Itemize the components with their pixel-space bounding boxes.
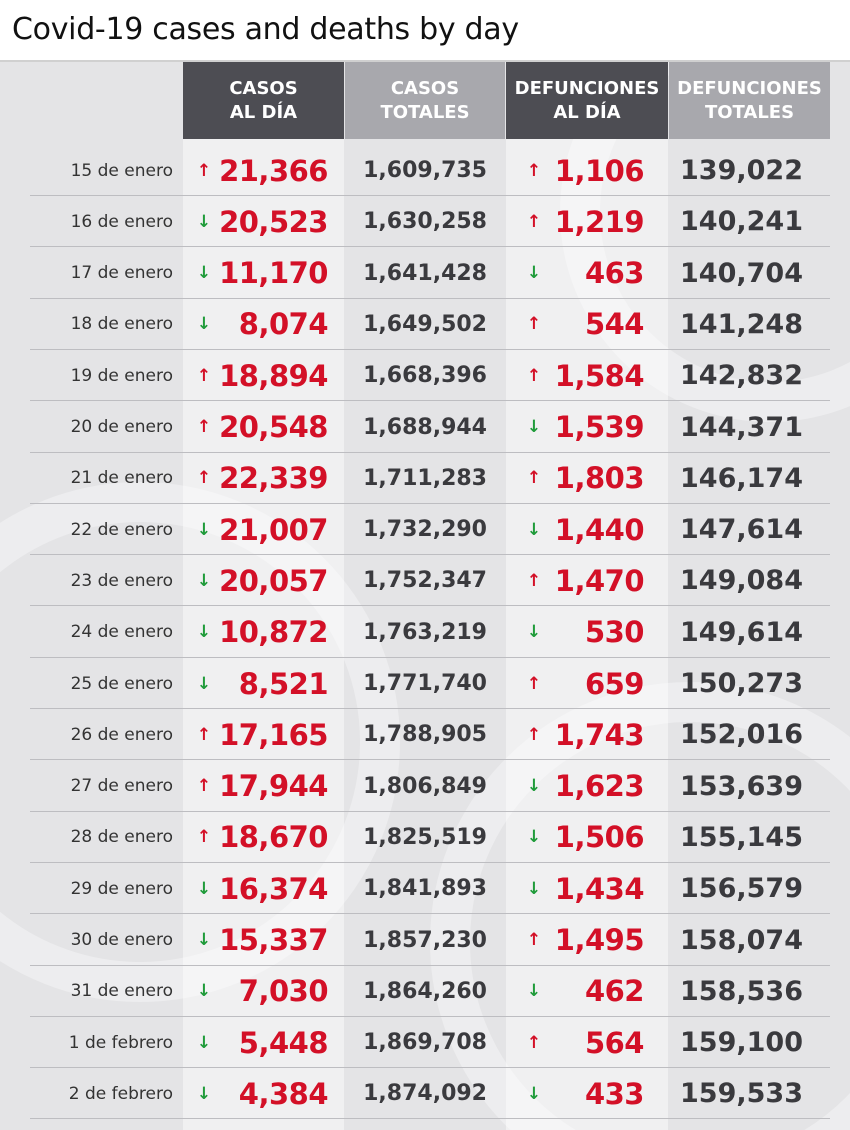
arrow-up-icon: ↑ bbox=[526, 365, 542, 386]
casos-totales-value: 1,874,092 bbox=[363, 1081, 487, 1107]
arrow-up-icon: ↑ bbox=[196, 365, 212, 386]
row-date: 1 de febrero bbox=[68, 1032, 173, 1053]
arrow-down-icon: ↓ bbox=[196, 314, 212, 335]
casos-totales-value: 1,752,347 bbox=[363, 568, 487, 594]
arrow-up-icon: ↑ bbox=[196, 827, 212, 848]
casos-al-dia-value: 7,030 bbox=[238, 974, 328, 1009]
casos-totales-value: 1,763,219 bbox=[363, 619, 487, 645]
defunciones-totales-value: 141,248 bbox=[680, 308, 803, 340]
header-casos-totales: CASOS TOTALES bbox=[345, 62, 505, 139]
casos-al-dia-value: 20,523 bbox=[219, 204, 328, 239]
defunciones-al-dia-value: 1,440 bbox=[554, 512, 644, 547]
row-date: 18 de enero bbox=[70, 314, 173, 335]
arrow-up-icon: ↑ bbox=[196, 724, 212, 745]
defunciones-totales-value: 149,614 bbox=[680, 616, 803, 648]
defunciones-al-dia-value: 1,743 bbox=[554, 717, 644, 752]
table-row bbox=[0, 1017, 830, 1068]
casos-totales-value: 1,649,502 bbox=[363, 311, 487, 337]
casos-totales-value: 1,609,735 bbox=[363, 158, 487, 183]
table-row bbox=[0, 504, 830, 555]
row-date: 2 de febrero bbox=[68, 1083, 173, 1104]
casos-al-dia-value: 18,894 bbox=[219, 358, 328, 393]
header-defunciones-totales: DEFUNCIONES TOTALES bbox=[669, 62, 830, 139]
defunciones-al-dia-value: 1,219 bbox=[554, 204, 644, 239]
table-row bbox=[0, 812, 830, 863]
row-date: 15 de enero bbox=[70, 160, 173, 181]
table-row bbox=[0, 658, 830, 709]
defunciones-totales-value: 147,614 bbox=[680, 514, 803, 546]
casos-totales-value: 1,630,258 bbox=[363, 209, 487, 235]
arrow-down-icon: ↓ bbox=[196, 519, 212, 540]
defunciones-totales-value: 159,100 bbox=[680, 1027, 803, 1059]
casos-totales-value: 1,711,283 bbox=[363, 465, 487, 491]
row-date: 23 de enero bbox=[70, 570, 173, 591]
table-row bbox=[0, 145, 830, 196]
casos-totales-value: 1,732,290 bbox=[363, 517, 487, 543]
arrow-down-icon: ↓ bbox=[526, 1083, 542, 1104]
defunciones-totales-value: 155,145 bbox=[680, 821, 803, 853]
defunciones-totales-value: 140,241 bbox=[680, 206, 803, 238]
table-row bbox=[0, 761, 830, 812]
defunciones-totales-value: 146,174 bbox=[680, 462, 803, 494]
table-row bbox=[0, 709, 830, 760]
row-date: 28 de enero bbox=[70, 827, 173, 848]
row-date: 21 de enero bbox=[70, 468, 173, 489]
defunciones-al-dia-value: 1,584 bbox=[554, 358, 644, 393]
casos-totales-value: 1,806,849 bbox=[363, 773, 487, 799]
table-row bbox=[0, 555, 830, 606]
casos-al-dia-value: 20,057 bbox=[219, 563, 328, 598]
table-row bbox=[0, 966, 830, 1017]
table-row bbox=[0, 1068, 830, 1119]
defunciones-al-dia-value: 530 bbox=[584, 615, 644, 650]
arrow-down-icon: ↓ bbox=[526, 878, 542, 899]
defunciones-totales-value: 142,832 bbox=[680, 360, 803, 392]
casos-al-dia-value: 21,007 bbox=[219, 512, 328, 547]
arrow-up-icon: ↑ bbox=[196, 468, 212, 489]
casos-al-dia-value: 21,366 bbox=[219, 153, 328, 188]
arrow-down-icon: ↓ bbox=[526, 519, 542, 540]
row-date: 20 de enero bbox=[70, 417, 173, 437]
casos-totales-value: 1,771,740 bbox=[363, 671, 487, 696]
arrow-down-icon: ↓ bbox=[526, 827, 542, 848]
arrow-up-icon: ↑ bbox=[526, 1032, 542, 1053]
defunciones-al-dia-value: 1,623 bbox=[554, 769, 644, 804]
defunciones-totales-value: 152,016 bbox=[680, 719, 803, 751]
defunciones-al-dia-value: 462 bbox=[584, 974, 644, 1009]
casos-al-dia-value: 16,374 bbox=[219, 871, 328, 906]
defunciones-al-dia-value: 1,434 bbox=[554, 871, 644, 906]
table-row bbox=[0, 863, 830, 914]
arrow-down-icon: ↓ bbox=[196, 263, 212, 284]
casos-totales-value: 1,857,230 bbox=[363, 927, 487, 953]
row-date: 31 de enero bbox=[70, 981, 173, 1002]
defunciones-al-dia-value: 1,495 bbox=[554, 923, 644, 957]
arrow-down-icon: ↓ bbox=[526, 417, 542, 437]
arrow-up-icon: ↑ bbox=[526, 314, 542, 335]
defunciones-totales-value: 144,371 bbox=[680, 411, 803, 443]
row-date: 24 de enero bbox=[70, 622, 173, 643]
row-date: 17 de enero bbox=[70, 263, 173, 284]
defunciones-al-dia-value: 1,539 bbox=[554, 410, 644, 444]
defunciones-al-dia-value: 564 bbox=[584, 1025, 644, 1060]
defunciones-al-dia-value: 544 bbox=[584, 307, 644, 342]
arrow-down-icon: ↓ bbox=[196, 622, 212, 643]
casos-al-dia-value: 8,074 bbox=[238, 307, 328, 342]
arrow-down-icon: ↓ bbox=[196, 930, 212, 950]
row-date: 29 de enero bbox=[70, 878, 173, 899]
arrow-up-icon: ↑ bbox=[526, 211, 542, 232]
arrow-down-icon: ↓ bbox=[526, 776, 542, 797]
defunciones-al-dia-value: 659 bbox=[584, 666, 644, 701]
casos-totales-value: 1,641,428 bbox=[363, 260, 487, 286]
defunciones-totales-value: 149,084 bbox=[680, 565, 803, 597]
table-row bbox=[0, 196, 830, 247]
row-date: 16 de enero bbox=[70, 211, 173, 232]
defunciones-al-dia-value: 433 bbox=[584, 1076, 644, 1111]
defunciones-totales-value: 150,273 bbox=[680, 668, 803, 699]
row-date: 22 de enero bbox=[70, 519, 173, 540]
arrow-down-icon: ↓ bbox=[196, 878, 212, 899]
defunciones-totales-value: 158,074 bbox=[680, 924, 803, 956]
casos-al-dia-value: 22,339 bbox=[219, 461, 328, 496]
arrow-up-icon: ↑ bbox=[526, 930, 542, 950]
casos-totales-value: 1,668,396 bbox=[363, 363, 487, 389]
arrow-up-icon: ↑ bbox=[196, 160, 212, 181]
casos-al-dia-value: 8,521 bbox=[238, 666, 328, 701]
table-row bbox=[0, 453, 830, 504]
arrow-down-icon: ↓ bbox=[196, 211, 212, 232]
row-date: 25 de enero bbox=[70, 673, 173, 694]
page-title: Covid-19 cases and deaths by day bbox=[12, 12, 519, 47]
casos-al-dia-value: 11,170 bbox=[219, 256, 328, 291]
arrow-up-icon: ↑ bbox=[526, 570, 542, 591]
defunciones-al-dia-value: 463 bbox=[584, 256, 644, 291]
arrow-up-icon: ↑ bbox=[526, 160, 542, 181]
defunciones-totales-value: 139,022 bbox=[680, 155, 803, 186]
table-row bbox=[0, 607, 830, 658]
casos-al-dia-value: 17,944 bbox=[219, 769, 328, 804]
arrow-down-icon: ↓ bbox=[196, 1032, 212, 1053]
header-casos-al-dia: CASOS AL DÍA bbox=[183, 62, 344, 139]
arrow-up-icon: ↑ bbox=[526, 468, 542, 489]
defunciones-totales-value: 140,704 bbox=[680, 257, 803, 289]
casos-al-dia-value: 4,384 bbox=[238, 1076, 328, 1111]
data-table bbox=[0, 62, 850, 1130]
defunciones-al-dia-value: 1,506 bbox=[554, 820, 644, 855]
table-row bbox=[0, 402, 830, 453]
casos-al-dia-value: 15,337 bbox=[219, 923, 328, 957]
defunciones-al-dia-value: 1,803 bbox=[554, 461, 644, 496]
defunciones-totales-value: 156,579 bbox=[680, 873, 803, 905]
row-date: 26 de enero bbox=[70, 724, 173, 745]
casos-totales-value: 1,688,944 bbox=[363, 414, 487, 440]
casos-al-dia-value: 10,872 bbox=[219, 615, 328, 650]
table-row bbox=[0, 248, 830, 299]
defunciones-totales-value: 153,639 bbox=[680, 770, 803, 802]
casos-al-dia-value: 5,448 bbox=[238, 1025, 328, 1060]
arrow-down-icon: ↓ bbox=[526, 981, 542, 1002]
arrow-down-icon: ↓ bbox=[196, 673, 212, 694]
casos-al-dia-value: 20,548 bbox=[219, 410, 328, 444]
arrow-up-icon: ↑ bbox=[196, 417, 212, 437]
arrow-down-icon: ↓ bbox=[526, 263, 542, 284]
table-row bbox=[0, 915, 830, 966]
defunciones-al-dia-value: 1,470 bbox=[554, 563, 644, 598]
casos-totales-value: 1,825,519 bbox=[363, 824, 487, 850]
arrow-up-icon: ↑ bbox=[526, 724, 542, 745]
casos-al-dia-value: 18,670 bbox=[219, 820, 328, 855]
defunciones-al-dia-value: 1,106 bbox=[554, 153, 644, 188]
arrow-up-icon: ↑ bbox=[196, 776, 212, 797]
arrow-down-icon: ↓ bbox=[526, 622, 542, 643]
row-divider bbox=[30, 1118, 830, 1119]
title-bar bbox=[0, 0, 850, 62]
defunciones-totales-value: 159,533 bbox=[680, 1078, 803, 1110]
row-date: 30 de enero bbox=[70, 930, 173, 950]
table-row bbox=[0, 299, 830, 350]
row-date: 27 de enero bbox=[70, 776, 173, 797]
header-defunciones-al-dia: DEFUNCIONES AL DÍA bbox=[506, 62, 668, 139]
casos-al-dia-value: 17,165 bbox=[219, 717, 328, 752]
arrow-up-icon: ↑ bbox=[526, 673, 542, 694]
casos-totales-value: 1,841,893 bbox=[363, 876, 487, 902]
casos-totales-value: 1,869,708 bbox=[363, 1030, 487, 1056]
table-row bbox=[0, 350, 830, 401]
arrow-down-icon: ↓ bbox=[196, 981, 212, 1002]
casos-totales-value: 1,864,260 bbox=[363, 978, 487, 1004]
defunciones-totales-value: 158,536 bbox=[680, 975, 803, 1007]
arrow-down-icon: ↓ bbox=[196, 570, 212, 591]
arrow-down-icon: ↓ bbox=[196, 1083, 212, 1104]
row-date: 19 de enero bbox=[70, 365, 173, 386]
casos-totales-value: 1,788,905 bbox=[363, 722, 487, 748]
